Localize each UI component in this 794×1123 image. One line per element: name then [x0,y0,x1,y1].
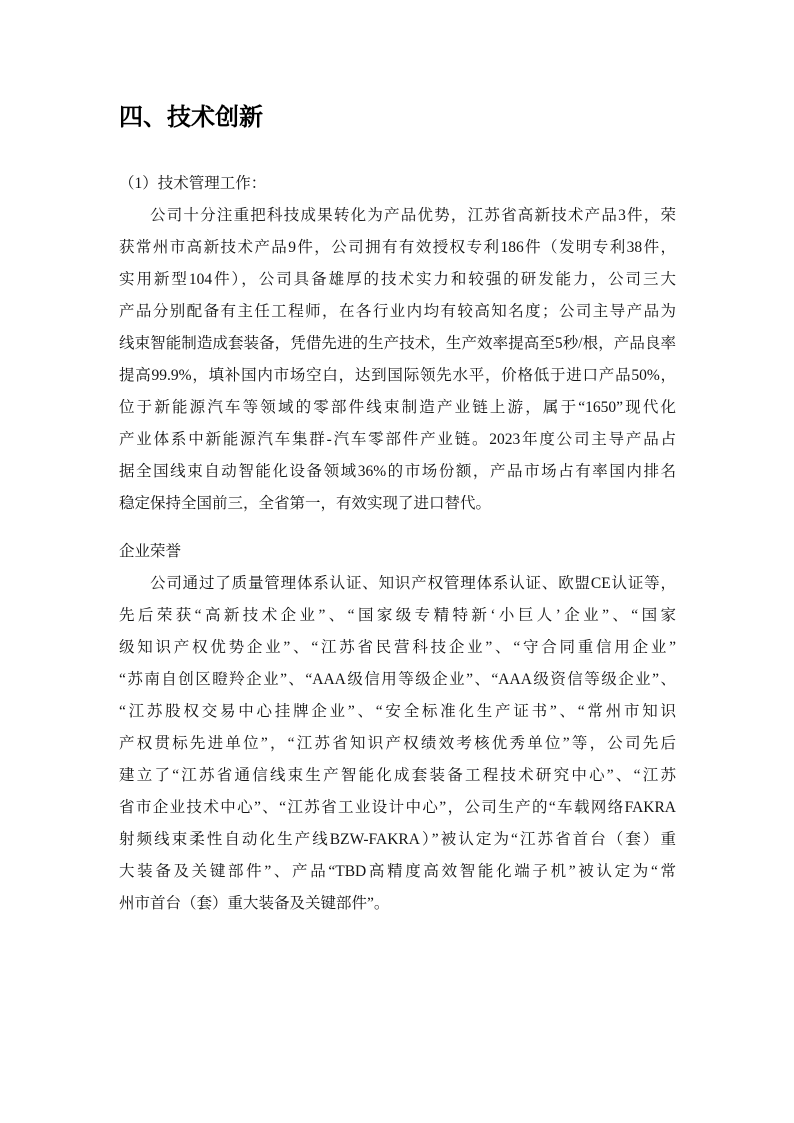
paragraph-line: 省市企业技术中心”、“江苏省工业设计中心”，公司生产的“车载网络FAKRA [119,799,676,816]
paragraph-line: 产品分别配备有主任工程师，在各行业内均有较高知名度；公司主导产品为 [119,303,676,320]
paragraph-line: 公司十分注重把科技成果转化为产品优势，江苏省高新技术产品3件，荣 [150,207,676,224]
paragraph-line: 级知识产权优势企业”、“江苏省民营科技企业”、“守合同重信用企业” [119,639,676,656]
paragraph-line: 大装备及关键部件”、产品“TBD高精度高效智能化端子机”被认定为“常 [119,863,676,880]
paragraph-company-honors [119,568,676,920]
paragraph-line: 射频线束柔性自动化生产线BZW-FAKRA）”被认定为“江苏省首台（套）重 [119,831,676,848]
paragraph-line: “苏南自创区瞪羚企业”、“AAA级信用等级企业”、“AAA级资信等级企业”、 [119,671,676,688]
subheading-company-honors: 企业荣誉 [119,543,182,560]
paragraph-line: 位于新能源汽车等领域的零部件线束制造产业链上游，属于“1650”现代化 [119,399,676,416]
paragraph-line: 建立了“江苏省通信线束生产智能化成套装备工程技术研究中心”、“江苏 [119,767,676,784]
paragraph-line: 产权贯标先进单位”，“江苏省知识产权绩效考核优秀单位”等，公司先后 [119,735,676,752]
paragraph-line: 线束智能制造成套装备，凭借先进的生产技术，生产效率提高至5秒/根，产品良率 [119,335,676,352]
paragraph-line: 先后荣获“高新技术企业”、“国家级专精特新‘小巨人’企业”、“国家 [119,607,676,624]
paragraph-line: 稳定保持全国前三，全省第一，有效实现了进口替代。 [119,495,492,512]
page-title: 四、技术创新 [119,104,263,131]
paragraph-line: 实用新型104件），公司具备雄厚的技术实力和较强的研发能力，公司三大 [119,271,676,288]
section-label: （1）技术管理工作： [119,175,267,192]
paragraph-line: 产业体系中新能源汽车集群-汽车零部件产业链。2023年度公司主导产品占 [119,431,676,448]
paragraph-line: 提高99.9%，填补国内市场空白，达到国际领先水平，价格低于进口产品50%， [119,367,676,384]
paragraph-line: 获常州市高新技术产品9件，公司拥有有效授权专利186件（发明专利38件， [119,239,676,256]
paragraph-line: 州市首台（套）重大装备及关键部件”。 [119,895,390,912]
paragraph-line: “江苏股权交易中心挂牌企业”、“安全标准化生产证书”、“常州市知识 [119,703,676,720]
paragraph-tech-management [119,200,676,520]
paragraph-line: 公司通过了质量管理体系认证、知识产权管理体系认证、欧盟CE认证等， [150,575,676,592]
paragraph-line: 据全国线束自动智能化设备领域36%的市场份额，产品市场占有率国内排名 [119,463,676,480]
